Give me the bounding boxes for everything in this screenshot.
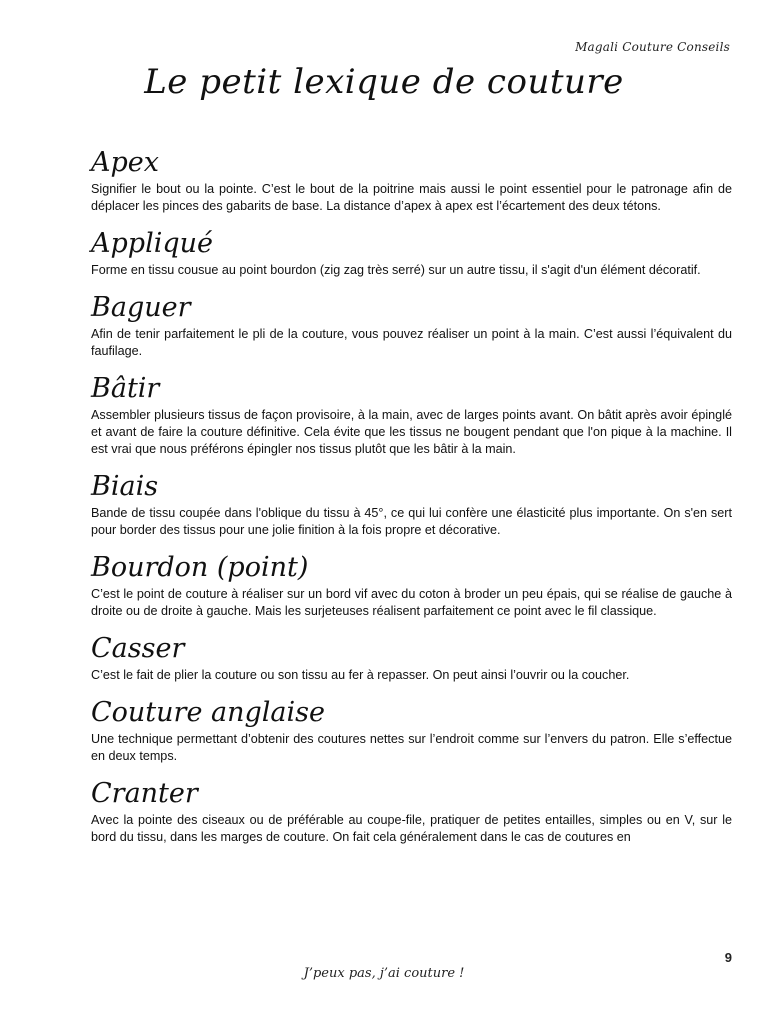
term-definition: Afin de tenir parfaitement le pli de la couture, vous pouvez réaliser un point à la main. C’est aussi l’équivalent du faufilage. [91, 327, 732, 358]
lexicon-entry-apex [91, 146, 732, 215]
term-heading: Apex [91, 147, 159, 178]
lexicon-entry-casser [91, 632, 732, 684]
term-definition: Bande de tissu coupée dans l'oblique du tissu à 45°, ce qui lui confère une élasticité plus importante. On s'en sert pour border des tissus pour une jolie finition à la fois propre et décorative. [91, 506, 732, 537]
term-definition: C’est le point de couture à réaliser sur un bord vif avec du coton à broder un peu épais, qui se réalise de gauche à droite ou de droite à gauche. Mais les surjeteuses réalisent parfaitement ce point avec le fil classique. [91, 587, 732, 618]
lexicon-entry-biais [91, 470, 732, 539]
term-heading: Casser [91, 633, 185, 664]
lexicon-entry-couture-anglaise [91, 696, 732, 765]
term-heading: Couture anglaise [91, 697, 325, 728]
term-heading: Cranter [91, 778, 198, 809]
lexicon-entry-baguer [91, 291, 732, 360]
page-title: Le petit lexique de couture [144, 62, 624, 102]
footer-tagline: J’peux pas, j’ai couture ! [303, 966, 465, 981]
lexicon-list [91, 146, 732, 858]
term-heading: Biais [91, 471, 159, 502]
term-heading: Appliqué [91, 228, 213, 259]
term-heading: Bourdon (point) [91, 552, 309, 583]
term-definition: Assembler plusieurs tissus de façon provisoire, à la main, avec de larges points avant. On bâtit après avoir épinglé et avant de faire la couture définitive. Cela évite que les tissus ne bougent pendant que l'on pique à la machine. Il est vrai que nous préférons épingler nos tissus plutôt que les bâtir à la main. [91, 408, 732, 456]
page-number: 9 [724, 950, 732, 965]
lexicon-entry-bourdon [91, 551, 732, 620]
term-heading: Bâtir [91, 373, 160, 404]
term-definition: C’est le fait de plier la couture ou son tissu au fer à repasser. On peut ainsi l’ouvrir ou la coucher. [91, 668, 630, 682]
term-heading: Baguer [91, 292, 191, 323]
brand-name: Magali Couture Conseils [575, 40, 730, 54]
term-definition: Forme en tissu cousue au point bourdon (zig zag très serré) sur un autre tissu, il s'agit d'un élément décoratif. [91, 263, 701, 277]
term-definition: Une technique permettant d’obtenir des coutures nettes sur l’endroit comme sur l’envers du patron. Elle s’effectue en deux temps. [91, 732, 732, 763]
lexicon-entry-applique [91, 227, 732, 279]
term-definition: Signifier le bout ou la pointe. C’est le bout de la poitrine mais aussi le point essentiel pour le patronage afin de déplacer les pinces des gabarits de base. La distance d’apex à apex est l’écartement des deux tétons. [91, 182, 732, 213]
lexicon-entry-cranter [91, 777, 732, 846]
term-definition: Avec la pointe des ciseaux ou de préférable au coupe-file, pratiquer de petites entailles, simples ou en V, sur le bord du tissu, dans les marges de couture. On fait cela généralement dans le cas de coutures en [91, 813, 732, 844]
lexicon-entry-batir [91, 372, 732, 458]
